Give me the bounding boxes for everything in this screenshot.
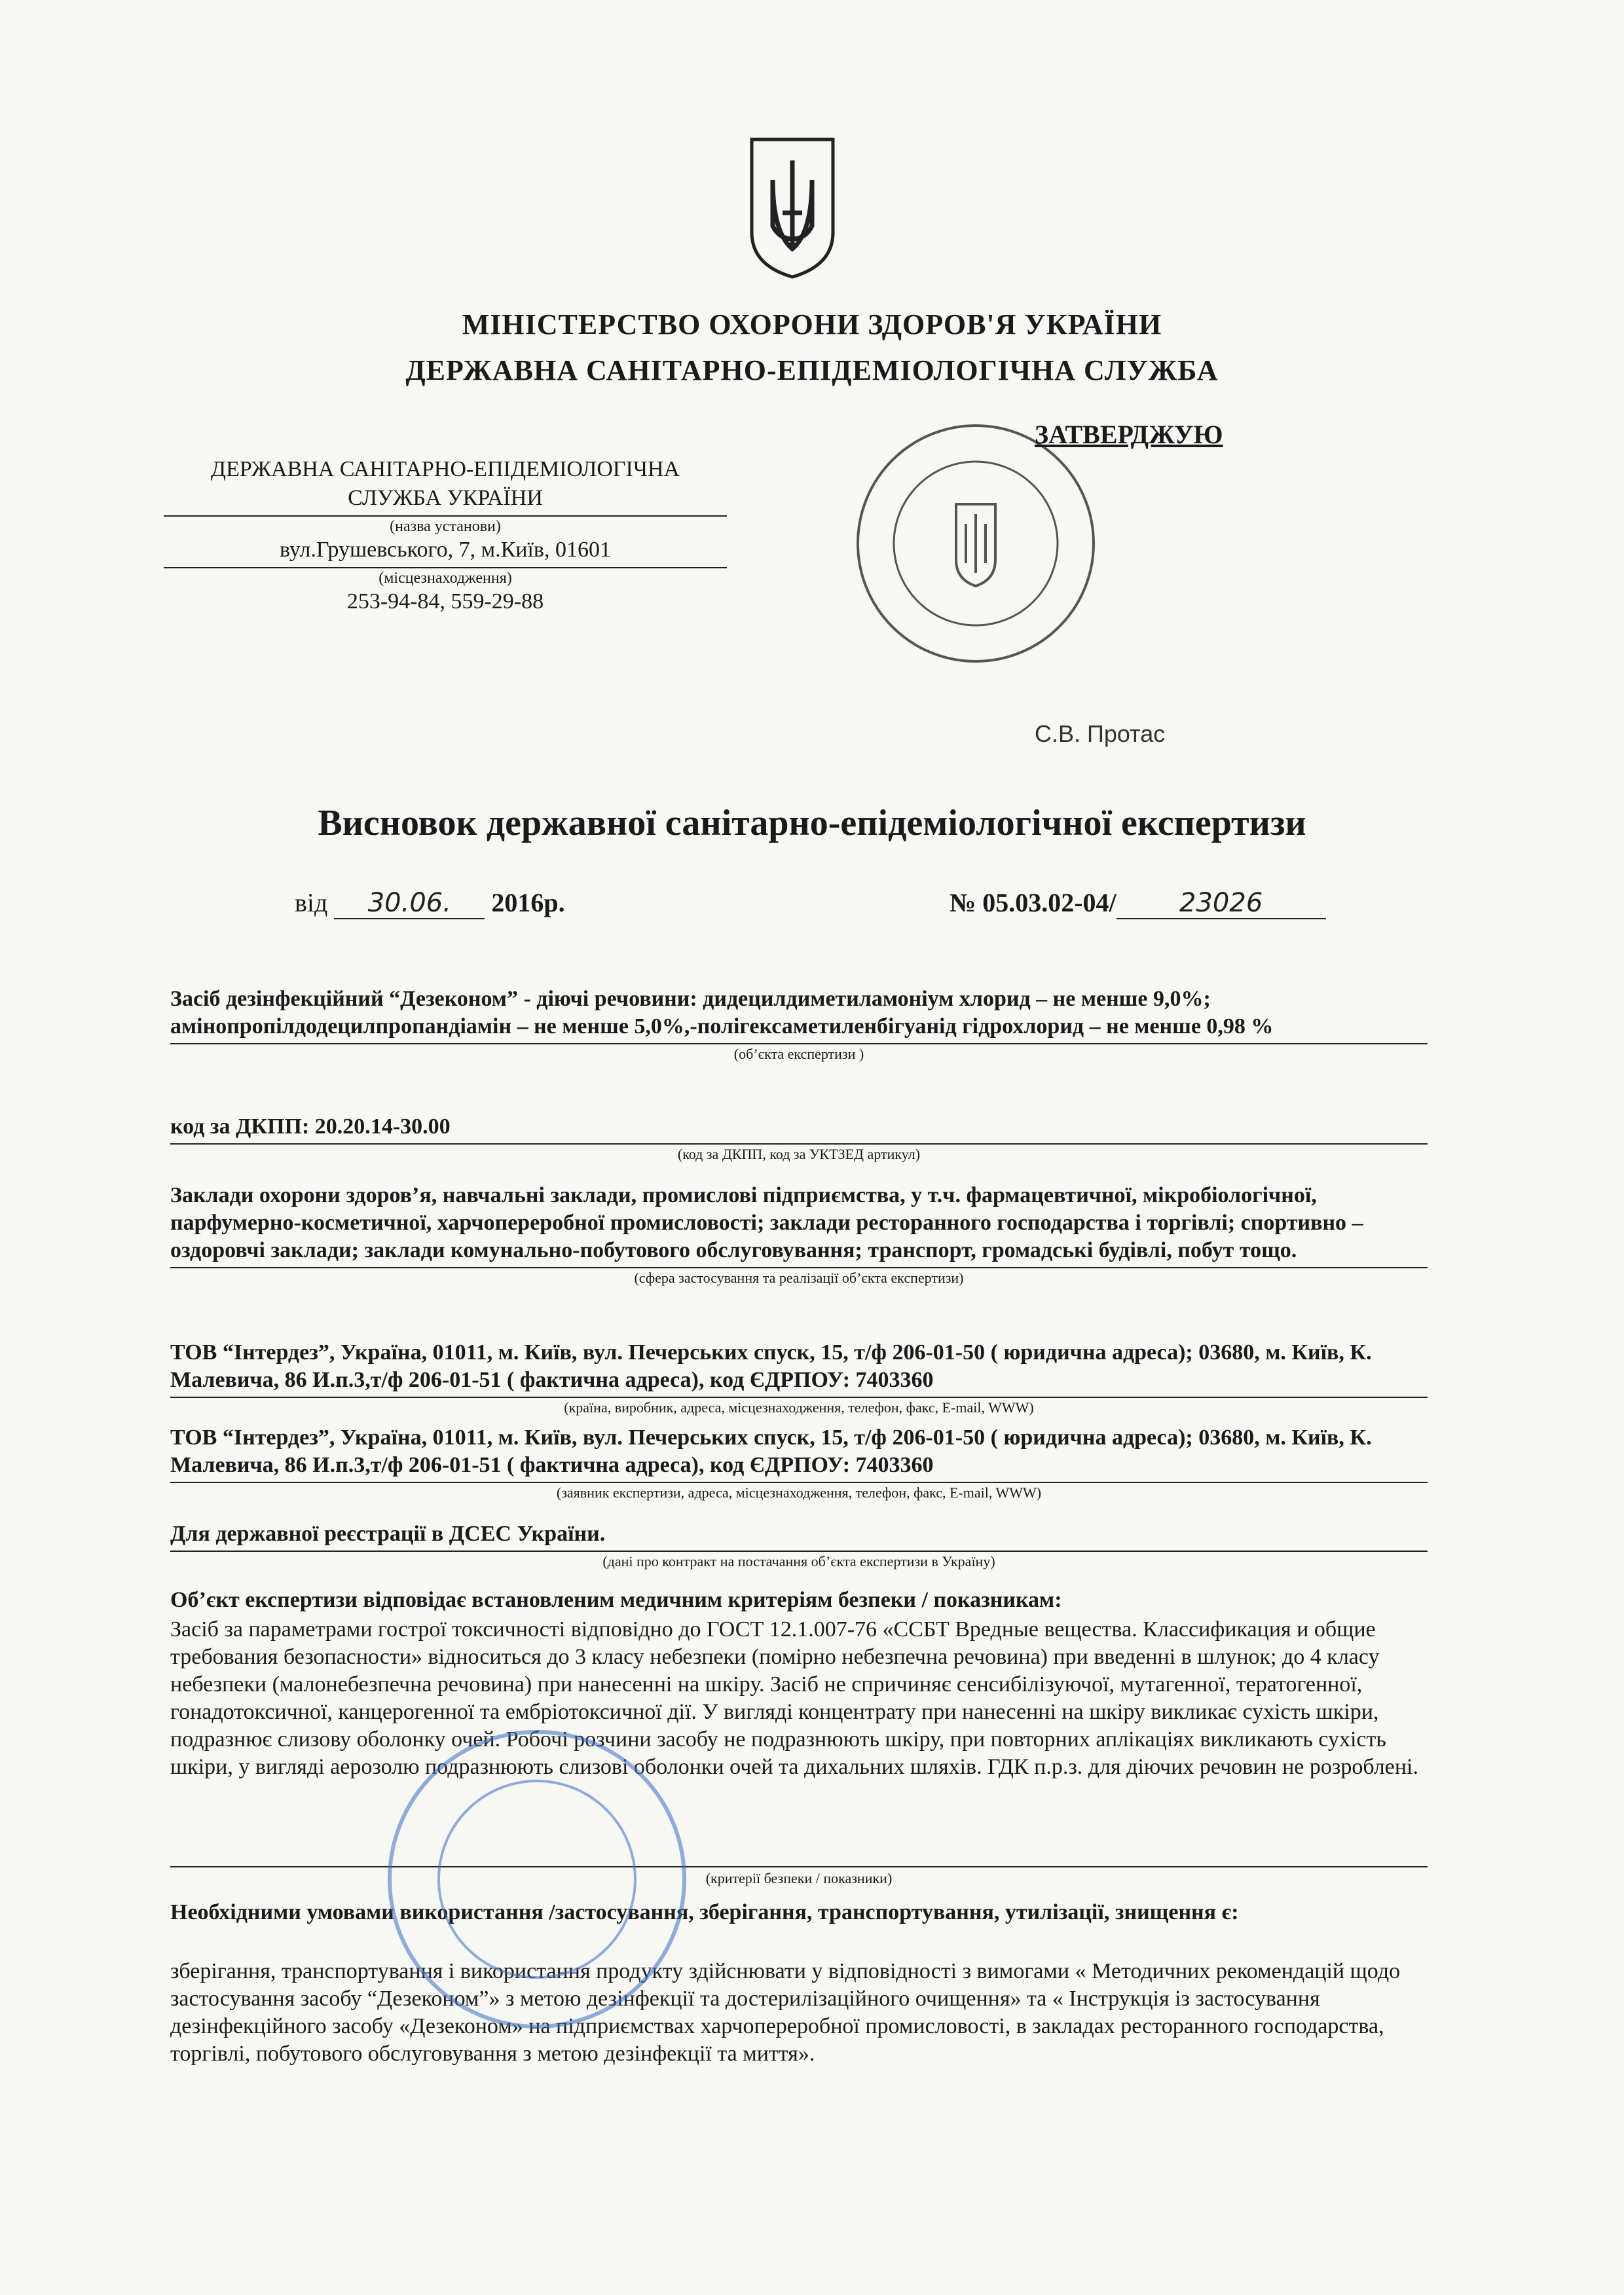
date-suffix: 2016р. bbox=[491, 888, 565, 917]
applicant-value: ТОВ “Інтердез”, Україна, 01011, м. Київ, вул. Печерських спуск, 15, т/ф 206-01-50 ( юридична адреса); 03680, м. Київ, К. Малевича, 86 И.п.3,т/ф 206-01-51 ( фактична адреса), код ЄДРПОУ: 7403360 bbox=[170, 1425, 1372, 1477]
institution-phones: 253-94-84, 559-29-88 bbox=[346, 589, 544, 614]
criteria-caption: (критерії безпеки / показники) bbox=[705, 1870, 893, 1886]
divider bbox=[164, 515, 727, 517]
contract-value: Для державної реєстрації в ДСЕС України. bbox=[170, 1522, 606, 1546]
divider bbox=[170, 1482, 1428, 1483]
coat-of-arms-emblem bbox=[747, 134, 838, 282]
object-section bbox=[170, 985, 1428, 1063]
conditions-text: зберігання, транспортування і використання продукту здійснювати у відповідності з вимогами « Методичних рекомендацій щодо застосування засобу “Дезеконом”» з метою дезінфекції та достерилізаційного очищення» та « Інструкція із застосування дезінфекційного засобу «Дезеконом» на підприємствах харчопереробної промисловості, в закладах ресторанного господарства, торгівлі, побутового обслуговування з метою дезінфекції та миття». bbox=[170, 1959, 1401, 2066]
contract-caption: (дані про контракт на постачання об’єкта експертизи в Україну) bbox=[602, 1553, 995, 1570]
sphere-section bbox=[170, 1182, 1428, 1287]
divider bbox=[170, 1866, 1428, 1867]
contract-section bbox=[170, 1520, 1428, 1570]
code-value: код за ДКПП: 20.20.14-30.00 bbox=[170, 1114, 451, 1139]
institution-name-line1: ДЕРЖАВНА САНІТАРНО-ЕПІДЕМІОЛОГІЧНА bbox=[210, 457, 680, 481]
blue-round-stamp bbox=[380, 1722, 694, 2036]
object-caption: (об’єкта експертизи ) bbox=[733, 1046, 864, 1062]
code-section bbox=[170, 1113, 1428, 1163]
sphere-value: Заклади охорони здоров’я, навчальні заклади, промислові підприємства, у т.ч. фармацевтичної, мікробіологічної, парфумерно-косметичної, харчопереробної промисловості; заклади ресторанного господарства і торгівлі; спортивно – оздоровчі заклади; заклади комунально-побутового обслуговування; транспорт, громадські будівлі, побут тощо. bbox=[170, 1183, 1363, 1262]
institution-address-caption: (місцезнаходження) bbox=[378, 570, 512, 587]
date-handwritten: 30.06. bbox=[334, 888, 485, 919]
number-prefix: № 05.03.02-04/ bbox=[950, 888, 1116, 917]
round-seal-stamp bbox=[851, 419, 1100, 668]
sphere-caption: (сфера застосування та реалізації об’єкта експертизи) bbox=[634, 1270, 964, 1286]
institution-name-caption: (назва установи) bbox=[390, 518, 501, 535]
criteria-text: Засіб за параметрами гострої токсичності відповідно до ГОСТ 12.1.007-76 «ССБТ Вредные вещества. Классификация и общие требования безопасности» відноситься до 3 класу небезпеки (помірно небезпечна речовина) при введенні в шлунок; до 4 класу небезпеки (малонебезпечна речовина) при нанесенні на шкіру. Засіб не спричиняє сенсибілізуючої, мутагенної, тератогенної, гонадотоксичної, канцерогенної та ембріотоксичної дії. У вигляді концентрату при нанесенні на шкіру викликає сухість шкіри, подразнює слизову оболонку очей. Робочі розчини засобу не подразнюють шкіру, при повторних аплікаціях викликають сухість шкіри, у вигляді аерозолю подразнюють слизові оболонки очей та дихальних шляхів. ГДК п.р.з. для діючих речовин не розроблені. bbox=[170, 1617, 1418, 1779]
manufacturer-section bbox=[170, 1339, 1428, 1416]
applicant-section bbox=[170, 1424, 1428, 1501]
divider bbox=[170, 1043, 1428, 1044]
signer-name: С.В. Протас bbox=[1035, 720, 1166, 747]
service-title: ДЕРЖАВНА САНІТАРНО-ЕПІДЕМІОЛОГІЧНА СЛУЖБА bbox=[405, 354, 1219, 386]
institution-address: вул.Грушевського, 7, м.Київ, 01601 bbox=[280, 538, 611, 562]
document-number bbox=[950, 887, 1326, 919]
object-value: Засіб дезінфекційний “Дезеконом” - діючі речовини: дидецилдиметиламоніум хлорид – не менше 9,0%; амінопропілдодецилпропандіамін – не менше 5,0%,-полігексаметиленбігуанід гідрохлорид – не менше 0,98 % bbox=[170, 987, 1274, 1038]
institution-name-line2: СЛУЖБА УКРАЇНИ bbox=[348, 486, 543, 510]
document-date bbox=[295, 887, 565, 919]
criteria-heading: Об’єкт експертизи відповідає встановленим медичним критеріям безпеки / показникам: bbox=[170, 1588, 1062, 1612]
manufacturer-caption: (країна, виробник, адреса, місцезнаходження, телефон, факс, E-mail, WWW) bbox=[564, 1399, 1034, 1416]
manufacturer-value: ТОВ “Інтердез”, Україна, 01011, м. Київ, вул. Печерських спуск, 15, т/ф 206-01-50 ( юридична адреса); 03680, м. Київ, К. Малевича, 86 И.п.3,т/ф 206-01-51 ( фактична адреса), код ЄДРПОУ: 7403360 bbox=[170, 1340, 1372, 1392]
divider bbox=[164, 567, 727, 568]
institution-block bbox=[164, 455, 727, 616]
divider bbox=[170, 1143, 1428, 1145]
divider bbox=[170, 1397, 1428, 1398]
date-prefix: від bbox=[295, 888, 328, 917]
conditions-heading: Необхідними умовами використання /застосування, зберігання, транспортування, утилізації, знищення є: bbox=[170, 1900, 1239, 1924]
applicant-caption: (заявник експертизи, адреса, місцезнаходження, телефон, факс, E-mail, WWW) bbox=[556, 1484, 1042, 1501]
ministry-title: МІНІСТЕРСТВО ОХОРОНИ ЗДОРОВ'Я УКРАЇНИ bbox=[462, 308, 1162, 340]
approval-label: ЗАТВЕРДЖУЮ bbox=[1035, 420, 1223, 449]
document-title: Висновок державної санітарно-епідеміологічної експертизи bbox=[318, 803, 1306, 843]
divider bbox=[170, 1267, 1428, 1268]
divider bbox=[170, 1551, 1428, 1552]
number-handwritten: 23026 bbox=[1116, 888, 1326, 919]
code-caption: (код за ДКПП, код за УКТЗЕД артикул) bbox=[677, 1146, 921, 1162]
